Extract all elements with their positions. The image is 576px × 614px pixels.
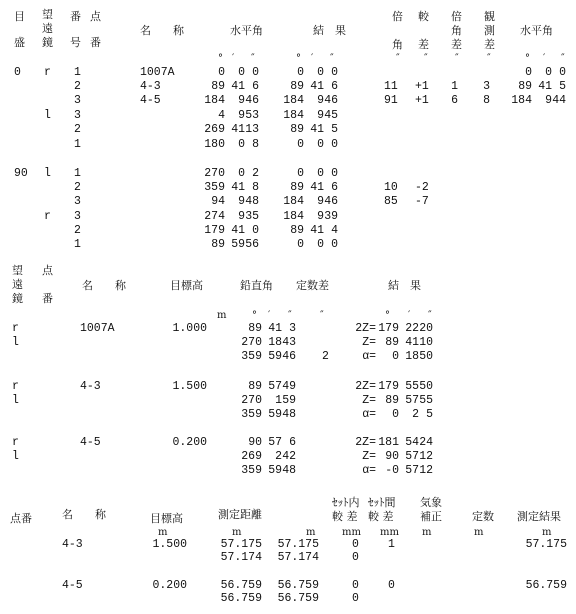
cell-horizontal-angle-min: 41: [231, 224, 245, 237]
cell2-result-value-min: 54: [405, 436, 419, 449]
cell2-telescope: l: [12, 394, 19, 407]
cell2-result-label: 2Z=: [355, 436, 376, 449]
cell-horizontal-angle-min: 41: [231, 123, 245, 136]
cell2-result-label: Z=: [362, 394, 376, 407]
header-telescope: 鏡: [42, 36, 53, 49]
cell2-result-value-min: 18: [405, 350, 419, 363]
cell-result-min: 41: [310, 123, 324, 136]
unit-mark: ″: [424, 53, 428, 64]
cell-telescope: l: [44, 167, 51, 180]
cell2-result-label: 2Z=: [355, 380, 376, 393]
unit-mark: ″: [396, 53, 400, 64]
header-point: 番: [90, 36, 101, 49]
header3-result: 測定結果: [517, 510, 561, 523]
cell3-distance-2: 56.759: [277, 579, 319, 592]
cell2-result-value-deg: 0: [392, 350, 399, 363]
cell-number: 2: [74, 80, 81, 93]
cell-horizontal-angle-deg: 89: [211, 238, 225, 251]
cell-number: 2: [74, 123, 81, 136]
cell-result-min: 9: [317, 195, 324, 208]
header-horizontal-angle: 水平角: [230, 24, 263, 37]
cell3-set-between-diff: 0: [388, 579, 395, 592]
cell-horizontal-angle-sec: 46: [245, 94, 259, 107]
cell3-target-height: 1.500: [152, 538, 187, 551]
cell3-set-inner-diff: 0: [352, 579, 359, 592]
cell-point-name: 1007A: [140, 66, 175, 79]
cell-result-min: 41: [310, 181, 324, 194]
unit-mark: ′: [408, 310, 411, 321]
header3-set-between-diff: 較 差: [368, 510, 394, 523]
header3-weather-correction: 気象: [420, 496, 442, 509]
cell2-result-label: Z=: [362, 336, 376, 349]
cell2-name: 4-3: [80, 380, 101, 393]
cell2-result-value-sec: 5: [426, 408, 433, 421]
cell-point-name: 4-5: [140, 94, 161, 107]
cell-horizontal-angle-deg: 4: [218, 109, 225, 122]
cell2-vertical-angle-sec: 42: [282, 450, 296, 463]
cell-horizontal-angle-sec: 53: [245, 109, 259, 122]
cell-result-sec: 39: [324, 210, 338, 223]
cell2-telescope: r: [12, 436, 19, 449]
cell2-result-value-sec: 55: [419, 394, 433, 407]
cell-difference: +1: [415, 94, 429, 107]
cell3-distance-1: 56.759: [220, 592, 262, 605]
cell2-result-value-min: 2: [412, 408, 419, 421]
cell-result-deg: 184: [283, 210, 304, 223]
cell-result-deg: 0: [297, 66, 304, 79]
cell2-vertical-angle-deg: 90: [248, 436, 262, 449]
unit-mark: ″: [320, 310, 324, 321]
header-double-angle-diff: 倍: [451, 10, 462, 23]
unit-mark: ″: [487, 53, 491, 64]
unit-mark: ′: [311, 53, 314, 64]
cell-result-sec: 0: [331, 238, 338, 251]
cell2-result-value-min: 55: [405, 380, 419, 393]
cell-result-min: 41: [310, 80, 324, 93]
cell-number: 1: [74, 138, 81, 151]
header3-set-inner-diff: 較 差: [332, 510, 358, 523]
header2-point: 番: [42, 292, 53, 305]
cell-difference: -2: [415, 181, 429, 194]
cell2-result-value-min: 41: [405, 336, 419, 349]
cell2-result-value-sec: 50: [419, 350, 433, 363]
unit-mark: ″: [455, 53, 459, 64]
cell-horizontal-angle-2-sec: 44: [552, 94, 566, 107]
cell2-vertical-angle-min: 59: [268, 350, 282, 363]
cell-horizontal-angle-deg: 94: [211, 195, 225, 208]
header-horizontal-angle-2: 水平角: [520, 24, 553, 37]
cell2-vertical-angle-min: 18: [268, 336, 282, 349]
cell3-set-inner-diff: 0: [352, 538, 359, 551]
cell-horizontal-angle-2-min: 41: [538, 80, 552, 93]
cell-double-angle: 85: [384, 195, 398, 208]
header2-constant-diff: 定数差: [296, 279, 329, 292]
unit-mark: ′: [232, 53, 235, 64]
cell-horizontal-angle-2-sec: 5: [559, 80, 566, 93]
cell2-result-label: Z=: [362, 450, 376, 463]
cell2-vertical-angle-sec: 6: [289, 436, 296, 449]
cell-difference: -7: [415, 195, 429, 208]
cell3-distance-2: 57.175: [277, 538, 319, 551]
cell-double-angle: 11: [384, 80, 398, 93]
unit-mark: m: [474, 527, 484, 538]
cell-horizontal-angle-sec: 0: [252, 66, 259, 79]
cell2-vertical-angle-sec: 48: [282, 464, 296, 477]
cell2-vertical-angle-sec: 46: [282, 350, 296, 363]
cell-result-min: 41: [310, 224, 324, 237]
cell2-telescope: l: [12, 336, 19, 349]
cell-horizontal-angle-sec: 0: [252, 224, 259, 237]
header-number: 号: [70, 36, 81, 49]
cell2-vertical-angle-deg: 359: [241, 464, 262, 477]
cell-result-sec: 46: [324, 195, 338, 208]
unit-mark: m: [158, 527, 168, 538]
cell2-result-value-sec: 20: [419, 322, 433, 335]
cell-graduation: 90: [14, 167, 28, 180]
unit-mark: ″: [561, 53, 565, 64]
cell2-vertical-angle-deg: 359: [241, 408, 262, 421]
cell-horizontal-angle-deg: 359: [204, 181, 225, 194]
cell-result-min: 9: [317, 109, 324, 122]
cell-result-min: 0: [317, 138, 324, 151]
cell2-target-height: 0.200: [172, 436, 207, 449]
cell-horizontal-angle-min: 0: [238, 138, 245, 151]
cell3-result: 56.759: [525, 579, 567, 592]
cell2-result-label: α=: [362, 350, 376, 363]
header3-target-height: 目標高: [150, 512, 183, 525]
cell2-telescope: l: [12, 450, 19, 463]
cell2-result-value-sec: 50: [419, 380, 433, 393]
cell3-name: 4-3: [62, 538, 83, 551]
cell2-result-label: α=: [362, 408, 376, 421]
unit-mark: m: [542, 527, 552, 538]
header-telescope: 望: [42, 8, 53, 21]
cell2-vertical-angle-min: 41: [268, 322, 282, 335]
cell-horizontal-angle-min: 9: [238, 195, 245, 208]
cell2-vertical-angle-deg: 269: [241, 450, 262, 463]
cell2-target-height: 1.000: [172, 322, 207, 335]
header2-target-height: 目標高: [170, 279, 203, 292]
cell-result-sec: 0: [331, 138, 338, 151]
cell-horizontal-angle-min: 0: [238, 167, 245, 180]
cell-horizontal-angle-sec: 13: [245, 123, 259, 136]
cell-horizontal-angle-2-deg: 0: [525, 66, 532, 79]
cell3-target-height: 0.200: [152, 579, 187, 592]
cell2-vertical-angle-sec: 3: [289, 322, 296, 335]
header3-name: 名 称: [62, 508, 106, 521]
unit-mark: °: [385, 310, 390, 321]
cell2-result-value-deg: 179: [378, 380, 399, 393]
cell-horizontal-angle-sec: 6: [252, 80, 259, 93]
cell2-telescope: r: [12, 322, 19, 335]
cell2-vertical-angle-min: 57: [268, 436, 282, 449]
cell2-vertical-angle-deg: 359: [241, 350, 262, 363]
cell-horizontal-angle-min: 9: [238, 109, 245, 122]
cell-horizontal-angle-deg: 269: [204, 123, 225, 136]
cell2-vertical-angle-deg: 270: [241, 394, 262, 407]
cell-point-name: 4-3: [140, 80, 161, 93]
header3-set-between-diff: ｾｯﾄ間: [368, 496, 396, 509]
cell3-set-inner-diff: 0: [352, 551, 359, 564]
header-difference: 差: [418, 38, 429, 51]
cell-horizontal-angle-deg: 0: [218, 66, 225, 79]
cell2-name: 1007A: [80, 322, 115, 335]
cell-result-deg: 184: [283, 195, 304, 208]
cell2-vertical-angle-sec: 59: [282, 394, 296, 407]
cell2-result-value-deg: 0: [392, 408, 399, 421]
unit-mark: °: [296, 53, 301, 64]
unit-mark: m: [306, 527, 316, 538]
cell2-result-label: 2Z=: [355, 322, 376, 335]
cell-horizontal-angle-min: 59: [231, 238, 245, 251]
unit-mark: ′: [543, 53, 546, 64]
cell-result-sec: 0: [331, 66, 338, 79]
cell2-result-value-min: 57: [405, 464, 419, 477]
header-point: 点: [90, 10, 101, 23]
header-graduation: 目: [14, 10, 25, 23]
cell-horizontal-angle-sec: 8: [252, 138, 259, 151]
cell-horizontal-angle-min: 41: [231, 80, 245, 93]
cell-result-min: 9: [317, 94, 324, 107]
cell-result-sec: 4: [331, 224, 338, 237]
cell3-set-between-diff: 1: [388, 538, 395, 551]
cell-horizontal-angle-deg: 179: [204, 224, 225, 237]
cell2-vertical-angle-min: 59: [268, 464, 282, 477]
header-graduation: 盛: [14, 36, 25, 49]
cell-result-sec: 5: [331, 123, 338, 136]
cell-result-deg: 89: [290, 80, 304, 93]
cell-number: 3: [74, 210, 81, 223]
cell3-set-inner-diff: 0: [352, 592, 359, 605]
header2-vertical-angle: 鉛直角: [240, 279, 273, 292]
cell-result-deg: 89: [290, 181, 304, 194]
cell2-result-label: α=: [362, 464, 376, 477]
cell-result-sec: 6: [331, 181, 338, 194]
cell-double-angle-diff: 6: [451, 94, 458, 107]
cell-double-angle: 10: [384, 181, 398, 194]
cell-result-sec: 0: [331, 167, 338, 180]
unit-mark: ″: [251, 53, 255, 64]
unit-mark: °: [252, 310, 257, 321]
cell-horizontal-angle-sec: 48: [245, 195, 259, 208]
header3-weather-correction: 補正: [420, 510, 442, 523]
cell-horizontal-angle-deg: 180: [204, 138, 225, 151]
cell2-telescope: r: [12, 380, 19, 393]
cell-telescope: r: [44, 210, 51, 223]
cell2-vertical-angle-sec: 43: [282, 336, 296, 349]
header-telescope: 遠: [42, 22, 53, 35]
unit-mark: mm: [342, 527, 361, 538]
unit-mark: mm: [380, 527, 399, 538]
cell2-result-value-deg: 181: [378, 436, 399, 449]
unit-mark: m: [217, 310, 227, 321]
cell-horizontal-angle-2-deg: 89: [518, 80, 532, 93]
cell-result-deg: 89: [290, 123, 304, 136]
header-double-angle-diff: 角: [451, 24, 462, 37]
cell-horizontal-angle-sec: 2: [252, 167, 259, 180]
cell3-distance-1: 57.175: [220, 538, 262, 551]
cell-result-sec: 46: [324, 94, 338, 107]
cell2-vertical-angle-min: 57: [268, 380, 282, 393]
cell-number: 2: [74, 224, 81, 237]
header-number: 番: [70, 10, 81, 23]
cell2-vertical-angle-deg: 270: [241, 336, 262, 349]
cell-observation-diff: 8: [483, 94, 490, 107]
cell-difference: +1: [415, 80, 429, 93]
cell-telescope: l: [44, 109, 51, 122]
cell2-result-value-deg: 90: [385, 450, 399, 463]
unit-mark: ′: [268, 310, 271, 321]
cell-graduation: 0: [14, 66, 21, 79]
cell-horizontal-angle-sec: 56: [245, 238, 259, 251]
cell2-result-value-deg: -0: [385, 464, 399, 477]
cell-result-deg: 0: [297, 138, 304, 151]
cell-horizontal-angle-sec: 35: [245, 210, 259, 223]
unit-mark: ″: [288, 310, 292, 321]
cell-number: 3: [74, 109, 81, 122]
unit-mark: m: [422, 527, 432, 538]
cell2-result-value-sec: 10: [419, 336, 433, 349]
cell2-result-value-sec: 24: [419, 436, 433, 449]
cell-result-min: 0: [317, 238, 324, 251]
cell-horizontal-angle-min: 9: [238, 210, 245, 223]
cell3-distance-1: 57.174: [220, 551, 262, 564]
unit-mark: °: [218, 53, 223, 64]
cell-horizontal-angle-deg: 270: [204, 167, 225, 180]
cell2-result-value-min: 57: [405, 394, 419, 407]
cell2-vertical-angle-deg: 89: [248, 380, 262, 393]
cell-horizontal-angle-2-deg: 184: [511, 94, 532, 107]
cell-result-sec: 45: [324, 109, 338, 122]
cell-result-deg: 184: [283, 109, 304, 122]
cell-horizontal-angle-deg: 184: [204, 94, 225, 107]
header3-constant: 定数: [472, 510, 494, 523]
cell-result-deg: 184: [283, 94, 304, 107]
cell-result-sec: 6: [331, 80, 338, 93]
header2-telescope: 鏡: [12, 292, 23, 305]
header2-name: 名 称: [82, 279, 126, 292]
cell-result-deg: 89: [290, 224, 304, 237]
cell-double-angle: 91: [384, 94, 398, 107]
cell-number: 1: [74, 238, 81, 251]
cell-result-deg: 0: [297, 167, 304, 180]
cell2-vertical-angle-min: 1: [275, 394, 282, 407]
cell2-result-value-min: 22: [405, 322, 419, 335]
cell2-constant-diff: 2: [322, 350, 329, 363]
cell-number: 3: [74, 94, 81, 107]
cell3-distance-2: 57.174: [277, 551, 319, 564]
unit-mark: °: [525, 53, 530, 64]
header2-telescope: 遠: [12, 278, 23, 291]
cell-telescope: r: [44, 66, 51, 79]
header-double-angle-diff: 差: [451, 38, 462, 51]
header-double-angle: 角: [392, 38, 403, 51]
header2-telescope: 望: [12, 264, 23, 277]
unit-mark: ″: [428, 310, 432, 321]
header3-point: 点番: [10, 512, 32, 525]
cell-number: 3: [74, 195, 81, 208]
cell-number: 2: [74, 181, 81, 194]
cell3-name: 4-5: [62, 579, 83, 592]
cell2-vertical-angle-sec: 48: [282, 408, 296, 421]
cell2-result-value-deg: 89: [385, 394, 399, 407]
cell3-distance-2: 56.759: [277, 592, 319, 605]
header-result: 結 果: [313, 24, 346, 37]
header-observation-diff: 差: [484, 38, 495, 51]
cell2-result-value-deg: 179: [378, 322, 399, 335]
cell-result-min: 9: [317, 210, 324, 223]
cell-number: 1: [74, 66, 81, 79]
cell2-result-value-deg: 89: [385, 336, 399, 349]
cell2-target-height: 1.500: [172, 380, 207, 393]
cell2-name: 4-5: [80, 436, 101, 449]
cell-horizontal-angle-min: 0: [238, 66, 245, 79]
header2-point: 点: [42, 264, 53, 277]
cell2-vertical-angle-deg: 89: [248, 322, 262, 335]
cell-horizontal-angle-sec: 8: [252, 181, 259, 194]
cell-result-min: 0: [317, 167, 324, 180]
cell-double-angle-diff: 1: [451, 80, 458, 93]
cell2-vertical-angle-sec: 49: [282, 380, 296, 393]
cell-horizontal-angle-2-min: 9: [545, 94, 552, 107]
header3-distance: 測定距離: [218, 508, 262, 521]
header-difference: 較: [418, 10, 429, 23]
header-double-angle: 倍: [392, 10, 403, 23]
cell-horizontal-angle-deg: 89: [211, 80, 225, 93]
cell-result-deg: 0: [297, 238, 304, 251]
unit-mark: ″: [330, 53, 334, 64]
header-observation-diff: 観: [484, 10, 495, 23]
header-observation-diff: 測: [484, 24, 495, 37]
cell-horizontal-angle-min: 9: [238, 94, 245, 107]
cell2-result-value-sec: 12: [419, 450, 433, 463]
cell-observation-diff: 3: [483, 80, 490, 93]
cell2-vertical-angle-min: 59: [268, 408, 282, 421]
cell-horizontal-angle-2-sec: 0: [559, 66, 566, 79]
header3-set-inner-diff: ｾｯﾄ内: [332, 496, 360, 509]
cell2-vertical-angle-min: 2: [275, 450, 282, 463]
cell3-result: 57.175: [525, 538, 567, 551]
cell-horizontal-angle-min: 41: [231, 181, 245, 194]
cell-result-min: 0: [317, 66, 324, 79]
header2-result: 結 果: [388, 279, 421, 292]
cell2-result-value-sec: 12: [419, 464, 433, 477]
cell-horizontal-angle-deg: 274: [204, 210, 225, 223]
cell2-result-value-min: 57: [405, 450, 419, 463]
cell-horizontal-angle-2-min: 0: [545, 66, 552, 79]
cell-number: 1: [74, 167, 81, 180]
header-name: 名 称: [140, 24, 184, 37]
unit-mark: m: [232, 527, 242, 538]
cell3-distance-1: 56.759: [220, 579, 262, 592]
